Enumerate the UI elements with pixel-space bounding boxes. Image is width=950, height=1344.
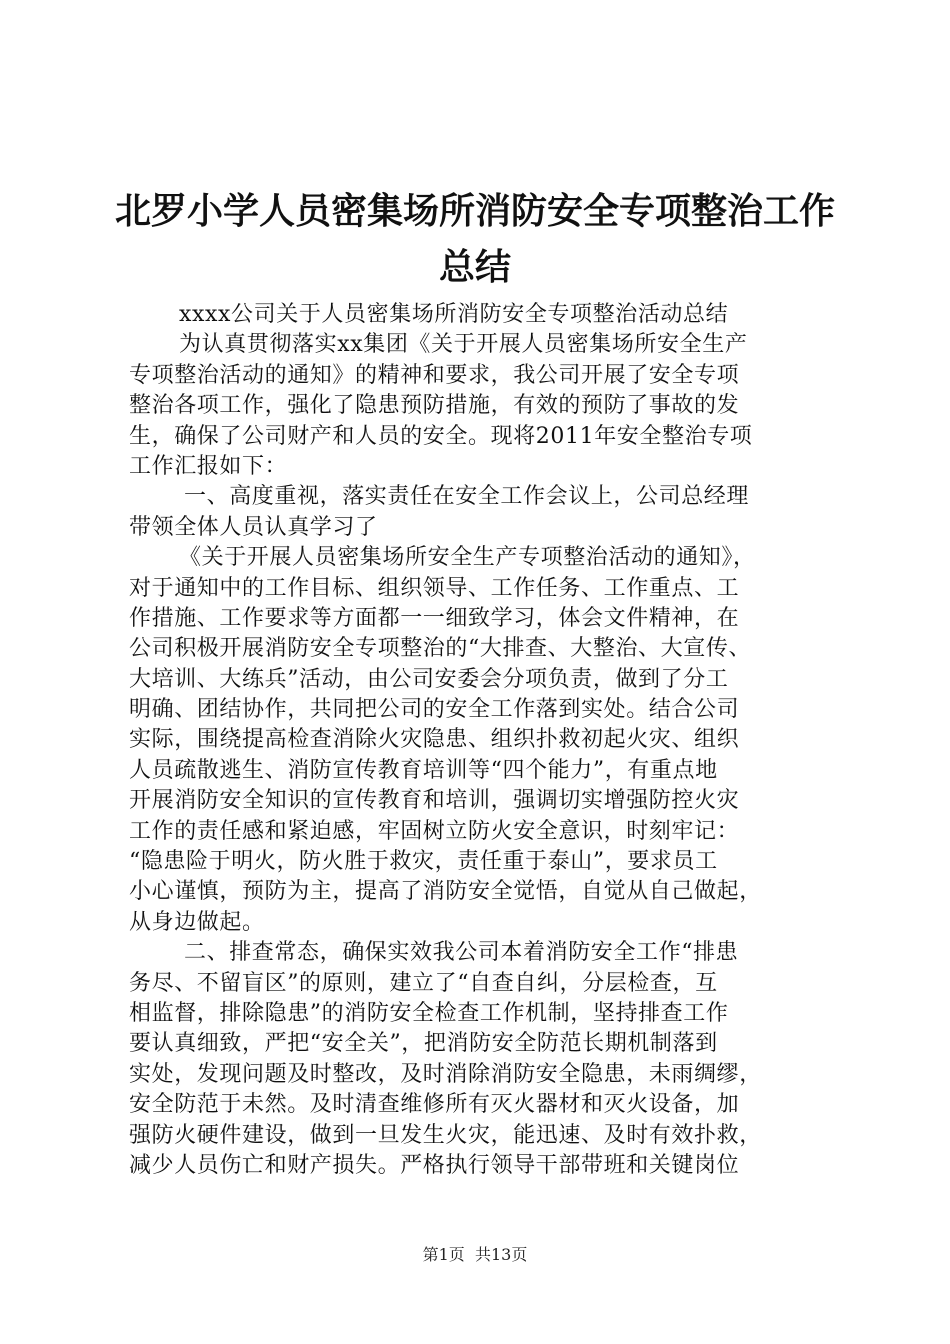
paragraph-line: 整治各项工作，强化了隐患预防措施，有效的预防了事故的发 (129, 393, 740, 419)
document-title-line-1: 北罗小学人员密集场所消防安全专项整治工作 (114, 191, 835, 232)
paragraph-line: 减少人员伤亡和财产损失。严格执行领导干部带班和关键岗位 (129, 1152, 740, 1178)
paragraph-line: 小心谨慎，预防为主，提高了消防安全觉悟，自觉从自己做起， (129, 879, 762, 905)
paragraph-line: 生，确保了公司财产和人员的安全。现将2011年安全整治专项 (129, 423, 753, 449)
total-pages: 共13页 (474, 1245, 528, 1264)
section-heading-line: 一、高度重视，落实责任在安全工作会议上，公司总经理 (184, 484, 750, 510)
paragraph-line: 作措施、工作要求等方面都一一细致学习，体会文件精神，在 (129, 605, 740, 631)
paragraph-line: “隐患险于明火，防火胜于救灾，责任重于泰山”，要求员工 (129, 849, 718, 875)
paragraph-line: 公司积极开展消防安全专项整治的“大排查、大整治、大宣传、 (129, 636, 752, 662)
paragraph-line: 实际，围绕提高检查消除火灾隐患、组织扑救初起火灾、组织 (129, 727, 740, 753)
section-heading-line: 二、排查常态，确保实效我公司本着消防安全工作“排患 (184, 940, 739, 966)
paragraph-line: 实处，发现问题及时整改，及时消除消防安全隐患，未雨绸缪， (129, 1061, 762, 1087)
paragraph-line: 安全防范于未然。及时清查维修所有灭火器材和灭火设备，加 (129, 1092, 740, 1118)
paragraph-line: 带领全体人员认真学习了 (129, 514, 378, 540)
paragraph-line: 工作汇报如下： (129, 453, 288, 479)
paragraph-line: 从身边做起。 (129, 909, 265, 935)
paragraph-line: 为认真贯彻落实xx集团《关于开展人员密集场所安全生产 (179, 332, 748, 358)
paragraph-line: 明确、团结协作，共同把公司的安全工作落到实处。结合公司 (129, 697, 740, 723)
document-title-line-2: 总结 (438, 247, 511, 288)
paragraph-line: 对于通知中的工作目标、组织领导、工作任务、工作重点、工 (129, 575, 740, 601)
paragraph-line: 专项整治活动的通知》的精神和要求，我公司开展了安全专项 (129, 362, 740, 388)
paragraph-line: 开展消防安全知识的宣传教育和培训，强调切实增强防控火灾 (129, 788, 740, 814)
page-number: 第1页 (422, 1245, 465, 1264)
paragraph-line: 大培训、大练兵”活动，由公司安委会分项负责，做到了分工 (129, 666, 729, 692)
page-footer (0, 1245, 950, 1265)
document-body (129, 300, 829, 1181)
paragraph-line: 《关于开展人员密集场所安全生产专项整治活动的通知》， (179, 545, 756, 571)
footer-separator (465, 1245, 475, 1264)
subtitle-line: xxxx公司关于人员密集场所消防安全专项整治活动总结 (179, 302, 729, 327)
paragraph-line: 相监督，排除隐患”的消防安全检查工作机制，坚持排查工作 (129, 1000, 729, 1026)
paragraph-line: 工作的责任感和紧迫感，牢固树立防火安全意识，时刻牢记： (129, 818, 740, 844)
paragraph-line: 要认真细致，严把“安全关”，把消防安全防范长期机制落到 (129, 1031, 718, 1057)
paragraph-line: 务尽、不留盲区”的原则，建立了“自查自纠，分层检查，互 (129, 970, 718, 996)
paragraph-line: 强防火硬件建设，做到一旦发生火灾，能迅速、及时有效扑救， (129, 1122, 762, 1148)
paragraph-line: 人员疏散逃生、消防宣传教育培训等“四个能力”，有重点地 (129, 757, 718, 783)
